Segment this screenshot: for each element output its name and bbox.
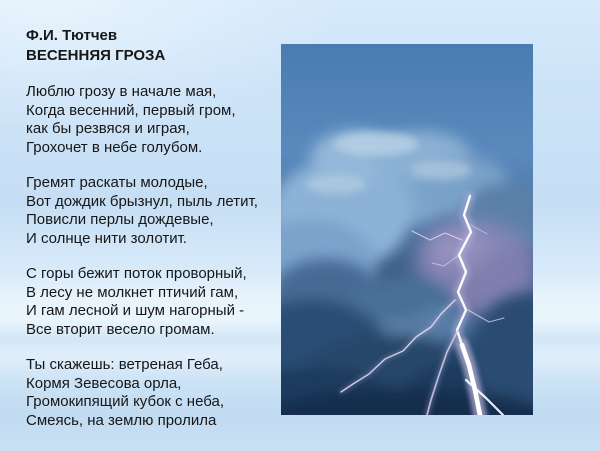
poem-line: как бы резвяся и играя, [26,120,190,137]
poem-line: И солнце нити золотит. [26,229,187,247]
poem-line: Грохочет в небе голубом. [26,138,203,156]
stanza-1 [26,83,286,157]
poem-line: Повисли перлы дождевые, [26,211,214,228]
poem-line: С горы бежит поток проворный, [26,265,247,282]
poem-line: Когда весенний, первый гром, [26,101,236,119]
poem-line: Все вторит весело громам. [26,320,215,338]
poem-line: Ты скажешь: ветреная Геба, [26,356,223,373]
stanza-2 [26,174,286,248]
poem-line: Кормя Зевесова орла, [26,374,182,392]
poem-line: Вот дождик брызнул, пыль летит, [26,192,258,210]
poem-line: Смеясь, на землю пролила [26,411,217,429]
poem-line: Гремят раскаты молодые, [26,174,208,191]
stanza-3 [26,265,286,339]
poem-line: Громокипящий кубок с неба, [26,393,225,410]
stanza-4 [26,356,286,430]
poem-line: Люблю грозу в начале мая, [26,83,217,100]
poem-line: И гам лесной и шум нагорный - [26,302,245,319]
storm-lightning-photo [281,44,533,415]
poem-line: В лесу не молкнет птичий гам, [26,283,239,301]
poem-author: Ф.И. Тютчев [26,27,118,44]
poem-title: ВЕСЕННЯЯ ГРОЗА [26,47,166,64]
poem [26,26,286,430]
poem-header [26,26,286,66]
